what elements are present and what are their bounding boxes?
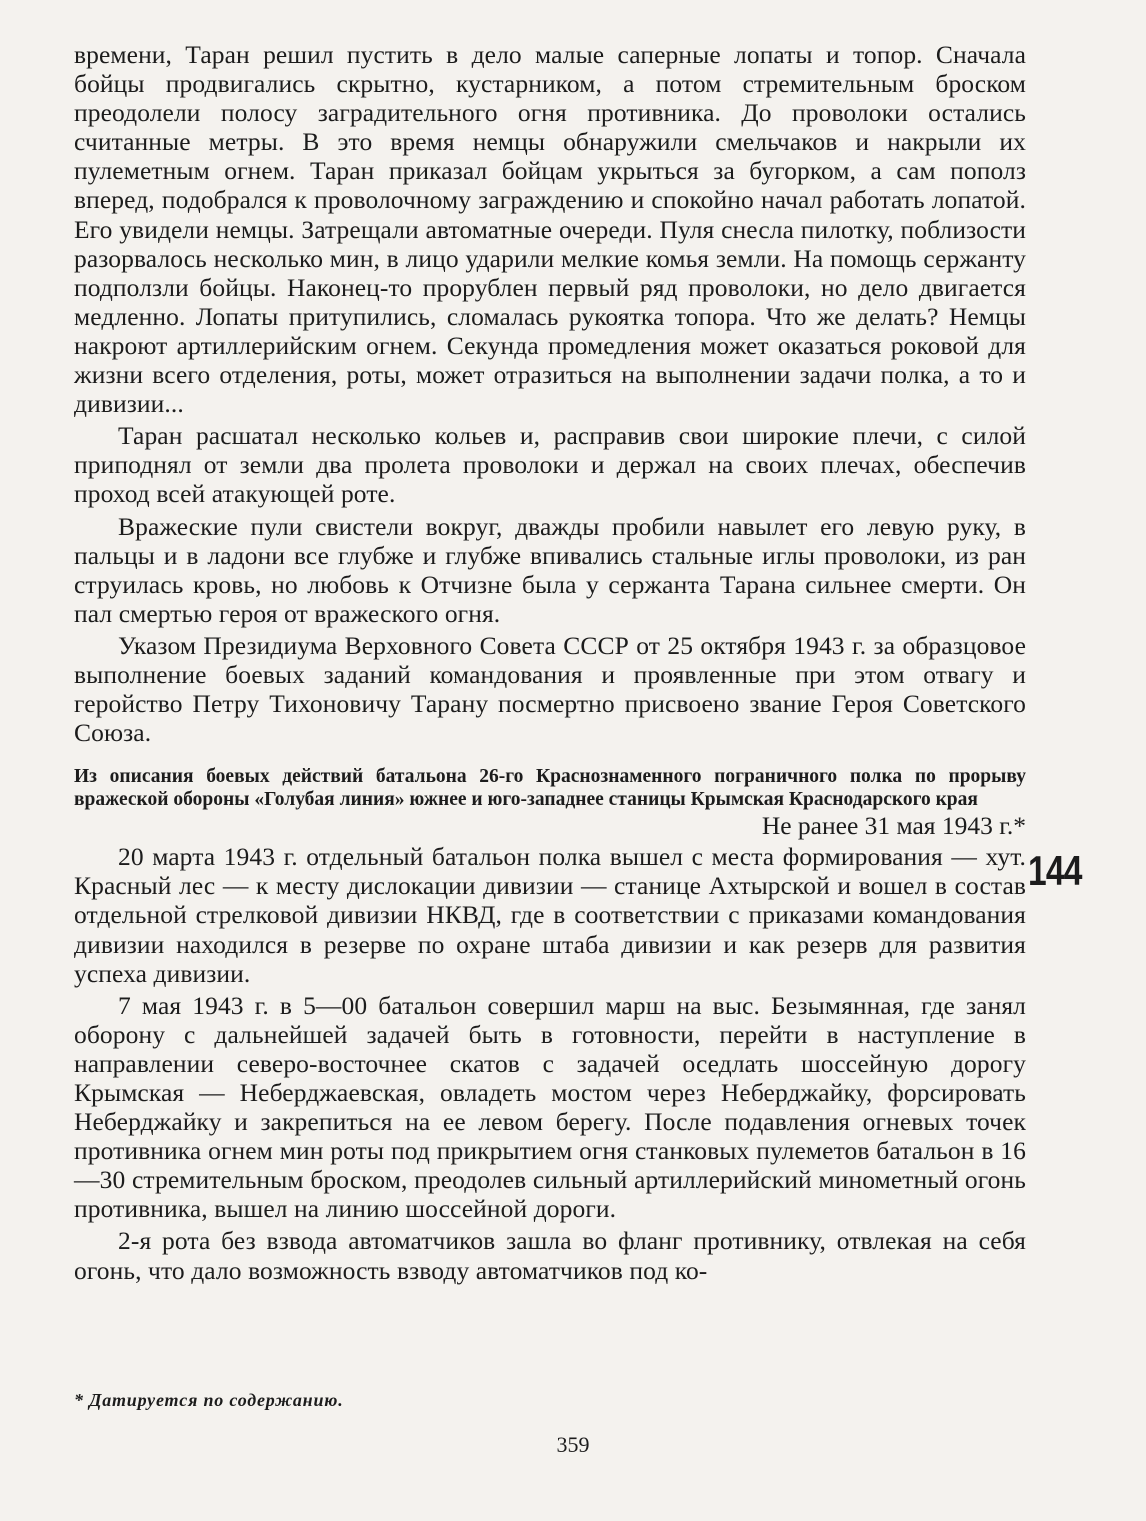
- page-number: 359: [556, 1432, 590, 1457]
- paragraph-continuation: времени, Таран решил пустить в дело малые саперные лопаты и топор. Сначала бойцы продвигались скрытно, кустарником, а потом стремительным броском преодолели полосу заградительного огня противника. До проволоки остались считанные метры. В это время немцы обнаружили смельчаков и накрыли их пулеметным огнем. Таран приказал бойцам укрыться за бугорком, а сам пополз вперед, подобрался к проволочному заграждению и спокойно начал работать лопатой. Его увидели немцы. Затрещали автоматные очереди. Пуля снесла пилотку, поблизости разорвалось несколько мин, в лицо ударили мелкие комья земли. На помощь сержанту подползли бойцы. Наконец-то прорублен первый ряд проволоки, но дело двигается медленно. Лопаты притупились, сломалась рукоятка топора. Что же делать? Немцы накроют артиллерийским огнем. Секунда промедления может оказаться роковой для жизни всего отделения, роты, может отразиться на выполнении задачи полка, а то и дивизии...: [74, 40, 1026, 419]
- paragraph-may-7: 7 мая 1943 г. в 5—00 батальон совершил марш на выс. Безымянная, где занял оборону с дальнейшей задачей быть в готовности, перейти в наступление в направлении северо-восточнее скатов с задачей оседлать шоссейную дорогу Крымская — Неберджаевская, овладеть мостом через Неберджайку, форсировать Неберджайку и закрепиться на ее левом берегу. После подавления огневых точек противника огнем мин роты под прикрытием огня станковых пулеметов батальон в 16—30 стремительным броском, преодолев сильный артиллерийский минометный огонь противника, вышел на линию шоссейной дороги.: [74, 990, 1026, 1224]
- paragraph-taran-death: Вражеские пули свистели вокруг, дважды пробили навылет его левую руку, в пальцы и в ладони все глубже и глубже впивались стальные иглы проволоки, из ран струилась кровь, но любовь к Отчизне была у сержанта Тарана сильнее смерти. Он пал смертью героя от вражеского огня.: [74, 511, 1026, 628]
- document-number: 144: [1028, 847, 1082, 894]
- document-heading: Из описания боевых действий батальона 26-го Краснознаменного пограничного полка по прорыву вражеской обороны «Голубая линия» южнее и юго-западнее станицы Крымская Краснодарского края: [74, 766, 1026, 811]
- page-body: [74, 40, 1026, 1288]
- paragraph-taran-lifted-wire: Таран расшатал несколько кольев и, расправив свои широкие плечи, с силой приподнял от земли два пролета проволоки и держал на своих плечах, обеспечив проход всей атакующей роте.: [74, 421, 1026, 509]
- footnote: * Датируется по содержанию.: [74, 1390, 344, 1410]
- paragraph-hero-decree: Указом Президиума Верховного Совета СССР от 25 октября 1943 г. за образцовое выполнение боевых заданий командования и проявленные при этом отвагу и геройство Петру Тихоновичу Тарану посмертно присвоено звание Героя Советского Союза.: [74, 630, 1026, 748]
- paragraph-second-company: 2-я рота без взвода автоматчиков зашла во фланг противнику, отвлекая на себя огонь, что дало возможность взводу автоматчиков под ко-: [74, 1226, 1026, 1285]
- paragraph-march-20: 20 марта 1943 г. отдельный батальон полка вышел с места формирования — хут. Красный лес — к месту дислокации дивизии — станице Ахтырской и вошел в состав отдельной стрелковой дивизии НКВД, где в соответствии с приказами командования дивизии находился в резерве по охране штаба дивизии и как резерв для развития успеха дивизии.: [74, 842, 1026, 988]
- document-date: Не ранее 31 мая 1943 г.*: [761, 811, 1026, 841]
